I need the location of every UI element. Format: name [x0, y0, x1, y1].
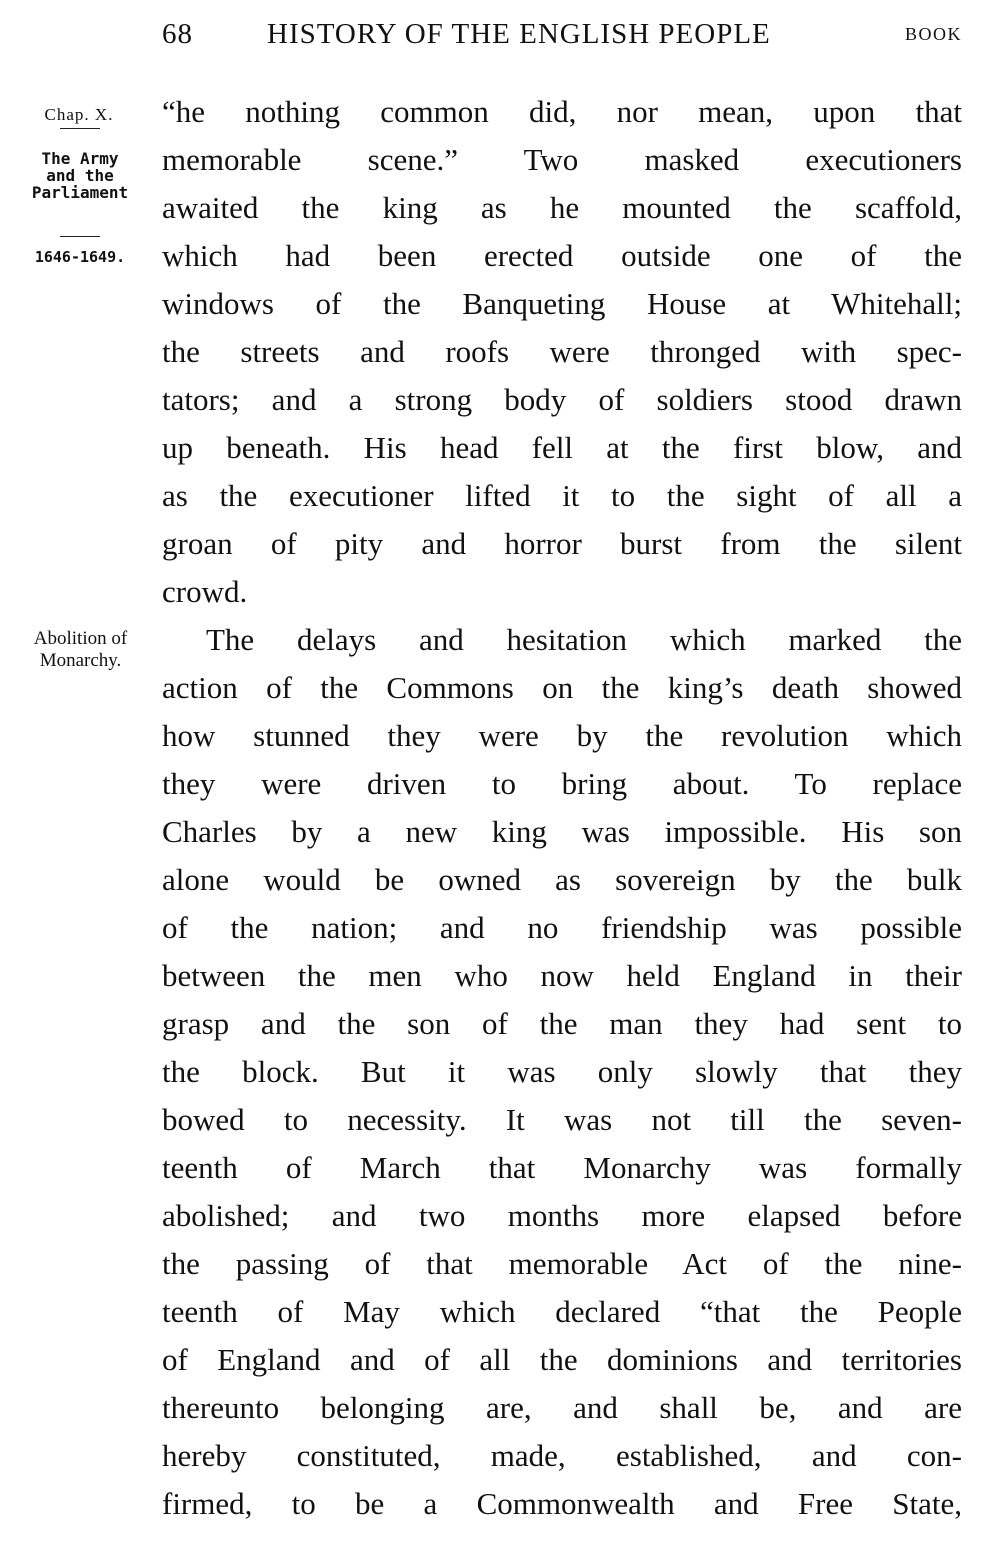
text-line: hereby constituted, made, established, and con-: [162, 1438, 962, 1473]
topic-line: The Army: [41, 149, 119, 168]
chapter-sidenote: Chap. X.: [44, 105, 114, 124]
text-line: grasp and the son of the man they had sent to: [162, 1006, 962, 1041]
sidenote-divider: [60, 236, 100, 237]
book-title: HISTORY OF THE ENGLISH PEOPLE: [267, 18, 771, 50]
topic-line: Parliament: [31, 183, 129, 202]
text-line: between the men who now held England in their: [162, 958, 962, 993]
text-line: alone would be owned as sovereign by the bulk: [162, 862, 962, 897]
text-line: awaited the king as he mounted the scaffold,: [162, 190, 962, 225]
text-line: crowd.: [162, 574, 248, 609]
dates-sidenote: 1646-1649.: [34, 248, 126, 266]
text-line: firmed, to be a Commonwealth and Free State,: [162, 1486, 962, 1521]
text-line: they were driven to bring about. To replace: [162, 766, 962, 801]
text-line: which had been erected outside one of the: [162, 238, 962, 273]
page-number: 68: [162, 18, 193, 50]
abolition-line: Monarchy.: [39, 650, 122, 671]
text-line: of the nation; and no friendship was possible: [162, 910, 962, 945]
text-line: bowed to necessity. It was not till the seven-: [162, 1102, 962, 1137]
text-line: Charles by a new king was impossible. His son: [162, 814, 962, 849]
text-line: thereunto belonging are, and shall be, and are: [162, 1390, 962, 1425]
book-label: BOOK: [904, 24, 962, 44]
text-line: the streets and roofs were thronged with spec-: [162, 334, 962, 369]
text-line: windows of the Banqueting House at Whitehall;: [162, 286, 962, 321]
text-line: abolished; and two months more elapsed before: [162, 1198, 962, 1233]
paragraph-1: [162, 88, 962, 616]
sidenote-divider: [60, 128, 100, 129]
topic-line: and the: [46, 166, 114, 185]
text-line: as the executioner lifted it to the sight of all a: [162, 478, 962, 513]
text-line: groan of pity and horror burst from the silent: [162, 526, 962, 561]
text-line: The delays and hesitation which marked the: [206, 622, 962, 657]
text-line: how stunned they were by the revolution which: [162, 718, 962, 753]
abolition-line: Abolition of: [33, 628, 128, 649]
text-line: tators; and a strong body of soldiers stood drawn: [162, 382, 962, 417]
text-line: teenth of March that Monarchy was formally: [162, 1150, 962, 1185]
text-line: memorable scene.” Two masked executioners: [162, 142, 962, 177]
topic-sidenote: [10, 150, 150, 201]
text-line: the passing of that memorable Act of the nine-: [162, 1246, 962, 1281]
text-line: action of the Commons on the king’s death showed: [162, 670, 962, 705]
text-line: the block. But it was only slowly that they: [162, 1054, 962, 1089]
abolition-sidenote: [8, 628, 153, 672]
paragraph-2: [162, 616, 962, 1528]
text-line: up beneath. His head fell at the first blow, and: [162, 430, 962, 465]
text-line: teenth of May which declared “that the People: [162, 1294, 962, 1329]
text-line: “he nothing common did, nor mean, upon that: [162, 94, 962, 129]
text-line: of England and of all the dominions and territories: [162, 1342, 962, 1377]
running-head: [162, 18, 962, 58]
